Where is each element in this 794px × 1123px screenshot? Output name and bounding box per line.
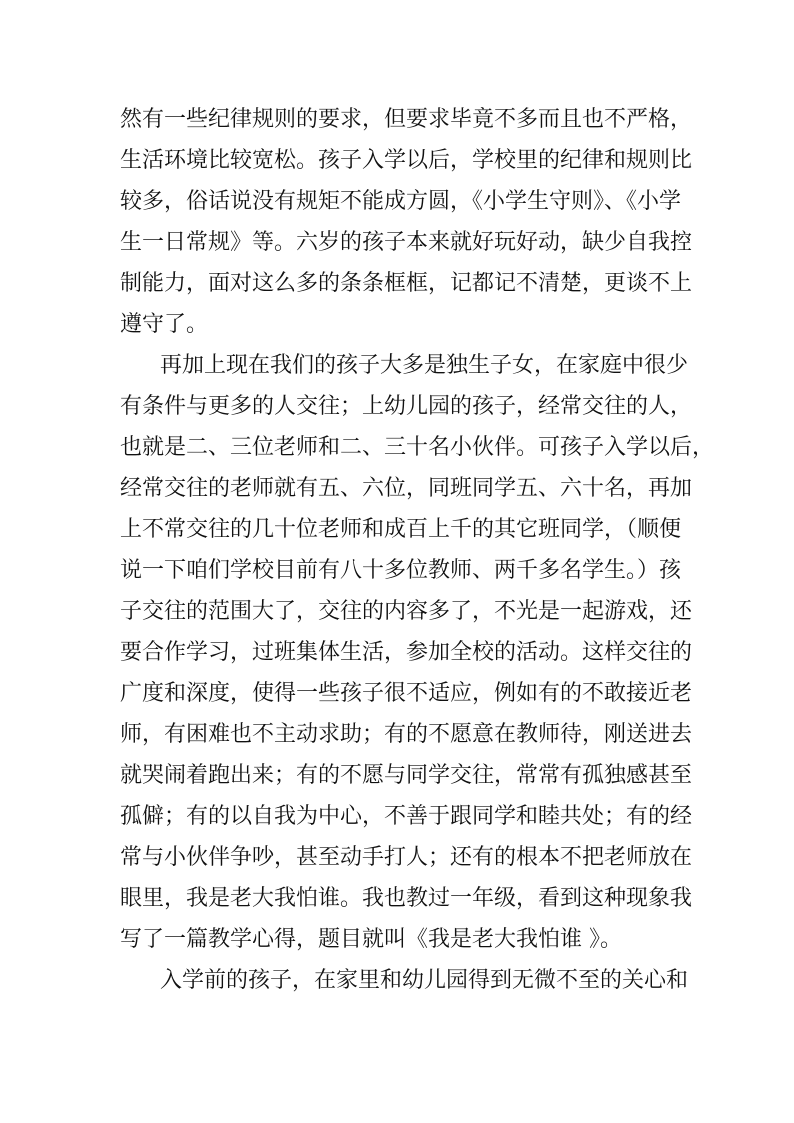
text-line: 就哭闹着跑出来；有的不愿与同学交往，常常有孤独感甚至 (120, 763, 693, 788)
text-line: 制能力，面对这么多的条条框框，记都记不清楚，更谈不上 (120, 271, 693, 296)
text-line: 再加上现在我们的孩子大多是独生子女，在家庭中很少 (160, 353, 689, 378)
text-line: 入学前的孩子，在家里和幼儿园得到无微不至的关心和 (160, 968, 689, 993)
text-line: 经常交往的老师就有五、六位，同班同学五、六十名，再加 (120, 476, 693, 501)
text-line: 孤僻；有的以自我为中心，不善于跟同学和睦共处；有的经 (120, 804, 693, 829)
text-line: 上不常交往的几十位老师和成百上千的其它班同学，（顺便 (120, 517, 682, 542)
text-line: 写了一篇教学心得，题目就叫《我是老大我怕谁 》。 (120, 927, 622, 952)
text-line: 常与小伙伴争吵，甚至动手打人；还有的根本不把老师放在 (120, 845, 693, 870)
text-line: 生一日常规》等。六岁的孩子本来就好玩好动，缺少自我控 (120, 230, 693, 255)
text-line: 有条件与更多的人交往；上幼儿园的孩子，经常交往的人， (120, 394, 693, 419)
text-line: 师，有困难也不主动求助；有的不愿意在教师待，刚送进去 (120, 722, 693, 747)
text-line: 说一下咱们学校目前有八十多位教师、两千多名学生。）孩 (120, 558, 682, 583)
text-line: 广度和深度，使得一些孩子很不适应，例如有的不敢接近老 (120, 681, 693, 706)
text-line: 然有一些纪律规则的要求，但要求毕竟不多而且也不严格， (120, 107, 693, 132)
text-line: 生活环境比较宽松。孩子入学以后，学校里的纪律和规则比 (120, 148, 693, 173)
text-line: 较多，俗话说没有规矩不能成方圆，《小学生守则》、《小学 (120, 189, 682, 214)
text-line: 也就是二、三位老师和二、三十名小伙伴。可孩子入学以后， (120, 435, 715, 460)
text-line: 子交往的范围大了，交往的内容多了，不光是一起游戏，还 (120, 599, 693, 624)
body-text (120, 99, 715, 1001)
text-line: 遵守了。 (120, 312, 209, 337)
text-line: 眼里，我是老大我怕谁。我也教过一年级，看到这种现象我 (120, 886, 693, 911)
text-line: 要合作学习，过班集体生活，参加全校的活动。这样交往的 (120, 640, 693, 665)
